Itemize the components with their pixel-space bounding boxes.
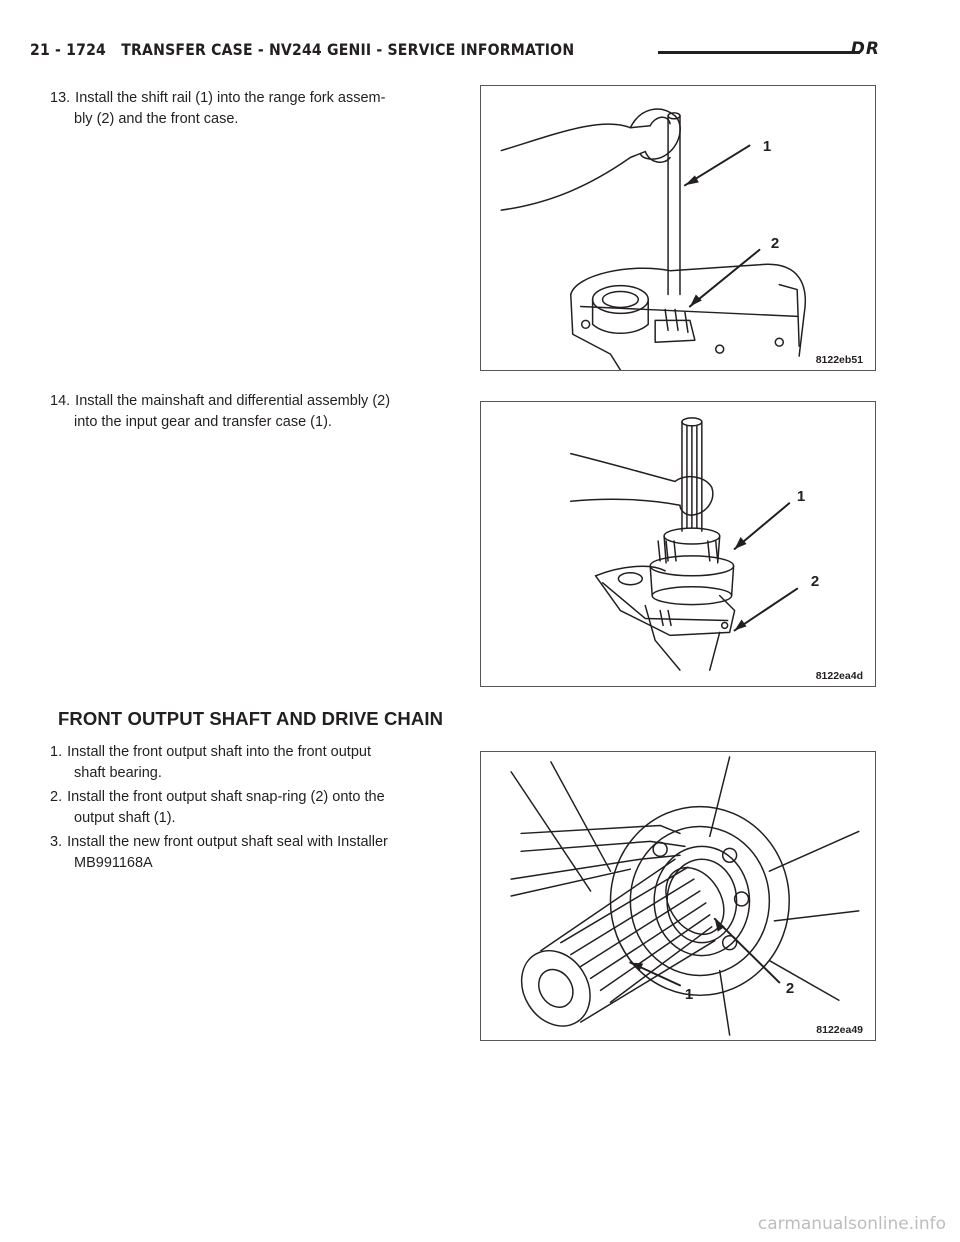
step-14 [50, 391, 450, 433]
watermark: carmanualsonline.info [757, 1214, 946, 1234]
callout-2: 2 [785, 980, 795, 997]
figure-mainshaft [480, 401, 876, 687]
step-text-line2: output shaft (1). [74, 810, 176, 826]
callout-1: 1 [684, 986, 694, 1003]
figure-code: 8122eb51 [815, 354, 863, 366]
callout-1: 1 [762, 138, 772, 155]
step-number: 3. [50, 834, 63, 850]
figure-shift-rail [480, 85, 876, 371]
step-text-line2: shaft bearing. [74, 765, 162, 781]
step-text-line2: into the input gear and transfer case (1). [74, 414, 332, 430]
step-13 [50, 88, 450, 130]
step-text-line1: Install the front output shaft snap-ring (2) onto the [67, 789, 385, 805]
page-number: 21 - 1724 [30, 40, 107, 59]
shift-rail-illustration [481, 86, 875, 370]
step-number: 13. [50, 90, 71, 106]
figure-output-shaft [480, 751, 876, 1041]
front-output-step-1 [50, 742, 450, 784]
figure-code: 8122ea49 [816, 1024, 863, 1036]
step-text-line1: Install the front output shaft into the front output [67, 744, 371, 760]
callout-2: 2 [770, 235, 780, 252]
step-number: 14. [50, 393, 71, 409]
step-text-line1: Install the mainshaft and differential assembly (2) [75, 393, 391, 409]
step-number: 1. [50, 744, 63, 760]
step-text-line1: Install the shift rail (1) into the range fork assem- [75, 90, 386, 106]
step-number: 2. [50, 789, 63, 805]
front-output-step-2 [50, 787, 450, 829]
step-text-line2: MB991168A [74, 855, 153, 871]
figure-code: 8122ea4d [815, 670, 863, 682]
front-output-step-3 [50, 832, 450, 874]
callout-2: 2 [810, 573, 820, 590]
header-rule [658, 51, 860, 54]
step-text-line1: Install the new front output shaft seal with Installer [67, 834, 388, 850]
step-text-line2: bly (2) and the front case. [74, 111, 239, 127]
callout-1: 1 [796, 488, 806, 505]
header-title-line [30, 40, 574, 59]
model-code: DR [850, 39, 880, 59]
mainshaft-illustration [481, 402, 875, 686]
section-title: FRONT OUTPUT SHAFT AND DRIVE CHAIN [58, 708, 444, 729]
page-header [30, 40, 880, 64]
chapter-title: TRANSFER CASE - NV244 GENII - SERVICE INFORMATION [121, 40, 575, 59]
